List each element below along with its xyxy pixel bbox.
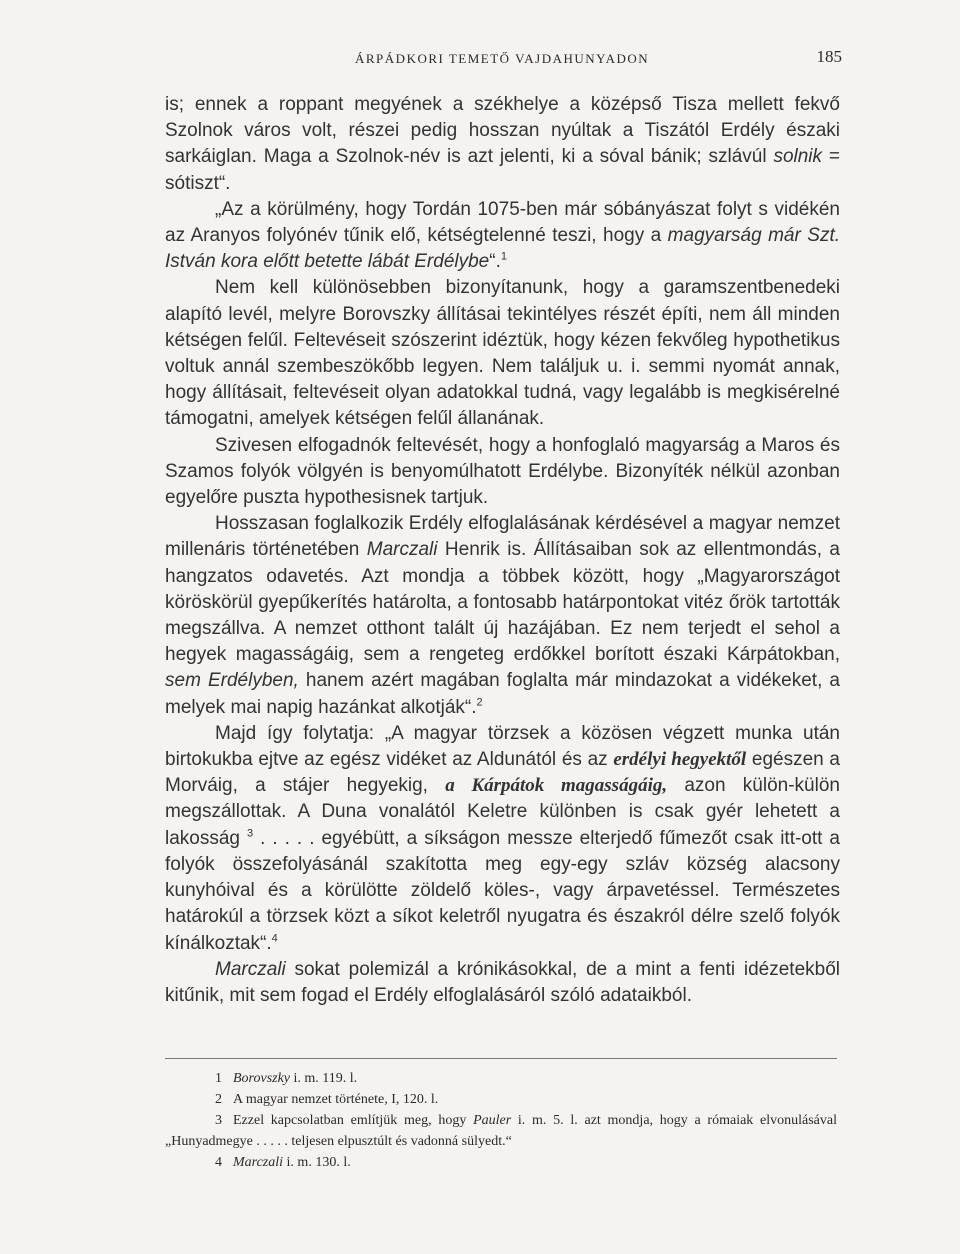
footnote-4 xyxy=(165,1152,837,1173)
paragraph-2 xyxy=(165,197,840,276)
paragraph-1 xyxy=(165,92,840,197)
paragraph-run: a Kárpátok magasságáig, xyxy=(445,775,668,797)
paragraph-run: erdélyi hegyektől xyxy=(613,749,747,771)
paragraph-5 xyxy=(165,511,840,721)
footnote-run: i. m. 5. l. azt mondja, hogy a rómaiak elvonulásával „Hunyadmegye . . . . . teljesen elpusztúlt és vadonná sülyedt.“ xyxy=(165,1113,837,1149)
paragraph-run: 4 xyxy=(271,932,278,945)
footnote-run: Borovszky xyxy=(233,1071,291,1086)
paragraph-run: Marczali xyxy=(366,539,438,561)
footnote-run: 4 xyxy=(215,1155,222,1170)
footnote-run: 2 xyxy=(215,1092,222,1107)
paragraph-run: sokat polemizál a krónikásokkal, de a mint a fenti idézetekből kitűnik, mit sem fogad el Erdély elfoglalásáról szóló adataikból. xyxy=(165,958,840,1006)
body-text xyxy=(165,92,840,1009)
paragraph-run: azon külön-külön megszállottak. A Duna vonalától Keletre különben is csak gyér lehetett a lakosság xyxy=(165,775,840,849)
footnote-run: Marczali xyxy=(233,1155,284,1170)
footnote-run: 3 xyxy=(215,1113,222,1128)
paragraph-run: Nem kell különösebben bizonyítanunk, hogy a garamszentbenedeki alapító levél, melyre Borovszky állításai tekintélyes részét építi, nem áll minden kétségen felűl. Feltevéseit szószerint idéztük, hogy kézen fekvőleg hypothetikus voltuk annál szembeszökőbb legyen. Nem találjuk u. i. semmi nyomát annak, hogy állításait, feltevéseit olyan adatokkal tudná, vagy legalább is megkisérelné támogatni, amelyek kétségen felűl állanának. xyxy=(165,277,840,430)
paragraph-run: magyarság már Szt. István kora előtt betette lábát Erdélybe xyxy=(165,225,840,273)
footnote-run: 1 xyxy=(215,1071,222,1086)
footnotes xyxy=(165,1068,837,1173)
paragraph-run: 1 xyxy=(500,250,507,263)
paragraph-run: “. xyxy=(489,251,501,273)
paragraph-run: sem Erdélyben, xyxy=(165,670,299,692)
footnote-run: i. m. 119. l. xyxy=(290,1071,358,1086)
paragraph-run: hanem azért magában foglalta már mindazokat a vidékeket, a melyek mai napig hazánkat alkotják“. xyxy=(165,670,841,718)
footnote-2 xyxy=(165,1089,837,1110)
paragraph-run: egészen a Morváig, a stájer hegyekig, xyxy=(165,749,840,797)
paragraph-run: Henrik is. Állításaiban sok az ellentmondás, a hangzatos odavetés. Azt mondja a többek között, hogy „Magyarországot köröskörül gyepűkerítés határolta, a fontosabb határpontokat vitéz őrök tartották megszállva. A nemzet otthont talált új hazájában. Ez nem terjedt el sehol a hegyek magasságáig, sem a rengeteg erdőkkel borított északi Kárpátokban, xyxy=(165,539,840,666)
paragraph-run: Hosszasan foglalkozik Erdély elfoglalásának kérdésével a magyar nemzet millenáris történetében xyxy=(165,513,840,561)
paragraph-6 xyxy=(165,721,840,957)
paragraph-run: . . . . . egyébütt, a síkságon messze elterjedő fűmezőt csak itt-ott a folyók összefolyásánál szakította meg egy-egy szláv község alacsony kunyhóival és a körülötte zöldelő köles-, vagy árpavetéssel. Természetes határokúl a törzsek közt a síkot keletről nyugatra és északról délre szelő folyók kínálkoztak“. xyxy=(165,827,840,954)
paragraph-run: Szivesen elfogadnók feltevését, hogy a honfoglaló magyarság a Maros és Szamos folyók völgyén is benyomúlhatott Erdélybe. Bizonyíték nélkül azonban egyelőre puszta hypothesisnek tartjuk. xyxy=(165,434,840,509)
running-head: ÁRPÁDKORI TEMETŐ VAJDAHUNYADON xyxy=(355,51,650,66)
paragraph-run: Marczali xyxy=(215,958,286,980)
paragraph-4 xyxy=(165,433,840,512)
footnote-run: A magyar nemzet története, I, 120. l. xyxy=(233,1092,439,1107)
footnote-run: i. m. 130. l. xyxy=(283,1155,351,1170)
footnote-run: Pauler xyxy=(473,1113,512,1128)
paragraph-run: solnik xyxy=(773,146,823,168)
paragraph-run: is; ennek a roppant megyének a székhelye a középső Tisza mellett fekvő Szolnok város volt, részei pedig hosszan nyúltak a Tiszától Erdély északi sarkáiglan. Maga a Szolnok-név is azt jelenti, ki a sóval bánik; szlávúl xyxy=(165,94,840,168)
paragraph-7 xyxy=(165,957,840,1009)
footnote-divider xyxy=(165,1058,837,1059)
paragraph-run: = sótiszt“. xyxy=(165,146,841,194)
footnote-3 xyxy=(165,1110,837,1152)
page-header xyxy=(165,47,842,71)
paragraph-run: 3 xyxy=(246,827,254,840)
footnote-1 xyxy=(165,1068,837,1089)
footnote-run: Ezzel kapcsolatban említjük meg, hogy xyxy=(233,1113,474,1128)
paragraph-run: „Az a körülmény, hogy Tordán 1075-ben már sóbányászat folyt s vidékén az Aranyos folyónév tűnik elő, kétségtelenné teszi, hogy a xyxy=(165,198,840,247)
paragraph-run: 2 xyxy=(476,696,483,709)
paragraph-3 xyxy=(165,275,840,432)
page-number: 185 xyxy=(816,47,842,66)
paragraph-run: Majd így folytatja: „A magyar törzsek a közösen végzett munka után birtokukba ejtve az egész vidéket az Aldunától és az xyxy=(165,722,840,771)
